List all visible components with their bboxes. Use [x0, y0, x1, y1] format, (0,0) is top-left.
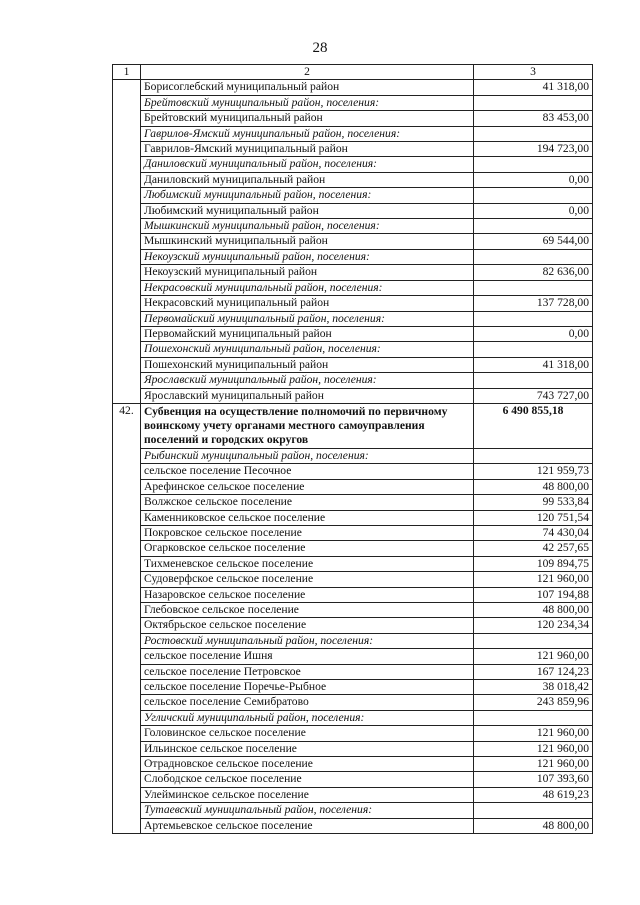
row-name: Даниловский муниципальный район — [141, 172, 474, 187]
row-value — [474, 249, 593, 264]
row-value: 41 318,00 — [474, 80, 593, 95]
row-value — [474, 448, 593, 463]
district-subheader-label: Тутаевский муниципальный район, поселения: — [141, 803, 474, 818]
table-row — [113, 695, 593, 710]
item-number: 42. — [113, 403, 141, 833]
district-subheader-label: Некрасовский муниципальный район, поселения: — [141, 280, 474, 295]
row-value: 109 894,75 — [474, 556, 593, 571]
row-name: Каменниковское сельское поселение — [141, 510, 474, 525]
row-value: 74 430,04 — [474, 525, 593, 540]
row-name: Первомайский муниципальный район — [141, 326, 474, 341]
table-row — [113, 757, 593, 772]
row-value: 83 453,00 — [474, 111, 593, 126]
row-value — [474, 280, 593, 295]
row-value: 243 859,96 — [474, 695, 593, 710]
district-subheader-label: Мышкинский муниципальный район, поселения: — [141, 219, 474, 234]
table-row — [113, 265, 593, 280]
table-row — [113, 388, 593, 403]
row-name: Некоузский муниципальный район — [141, 265, 474, 280]
table-row — [113, 525, 593, 540]
table-row — [113, 649, 593, 664]
district-subheader-row — [113, 342, 593, 357]
group-total: 6 490 855,18 — [474, 403, 593, 448]
table-row — [113, 618, 593, 633]
row-name: Ильинское сельское поселение — [141, 741, 474, 756]
row-name: Мышкинский муниципальный район — [141, 234, 474, 249]
district-subheader-label: Брейтовский муниципальный район, поселения: — [141, 95, 474, 110]
row-value — [474, 342, 593, 357]
row-value: 42 257,65 — [474, 541, 593, 556]
table-row — [113, 741, 593, 756]
row-name: Артемьевское сельское поселение — [141, 818, 474, 833]
row-name: Огарковское сельское поселение — [141, 541, 474, 556]
row-value: 121 959,73 — [474, 464, 593, 479]
row-value — [474, 126, 593, 141]
row-name: Улейминское сельское поселение — [141, 787, 474, 802]
row-value: 48 800,00 — [474, 479, 593, 494]
row-name: Любимский муниципальный район — [141, 203, 474, 218]
row-value: 41 318,00 — [474, 357, 593, 372]
district-subheader-label: Ярославский муниципальный район, поселения: — [141, 373, 474, 388]
row-name: сельское поселение Петровское — [141, 664, 474, 679]
row-number-cell — [113, 80, 141, 404]
table-row — [113, 495, 593, 510]
district-subheader-row — [113, 95, 593, 110]
row-name: сельское поселение Семибратово — [141, 695, 474, 710]
row-value: 48 800,00 — [474, 603, 593, 618]
row-value: 121 960,00 — [474, 741, 593, 756]
district-subheader-label: Любимский муниципальный район, поселения: — [141, 188, 474, 203]
row-value — [474, 803, 593, 818]
row-name: сельское поселение Песочное — [141, 464, 474, 479]
district-subheader-row — [113, 157, 593, 172]
row-value: 107 393,60 — [474, 772, 593, 787]
table-row — [113, 587, 593, 602]
district-subheader-label: Первомайский муниципальный район, поселения: — [141, 311, 474, 326]
row-value — [474, 157, 593, 172]
table-row — [113, 664, 593, 679]
row-value: 99 533,84 — [474, 495, 593, 510]
district-subheader-row — [113, 633, 593, 648]
district-subheader-row — [113, 126, 593, 141]
group-header-row — [113, 403, 593, 448]
subsidy-table — [112, 64, 593, 834]
district-subheader-label: Ростовский муниципальный район, поселения: — [141, 633, 474, 648]
row-value: 121 960,00 — [474, 757, 593, 772]
row-name: Отрадновское сельское поселение — [141, 757, 474, 772]
table-row — [113, 680, 593, 695]
table-row — [113, 787, 593, 802]
row-value: 120 751,54 — [474, 510, 593, 525]
row-value: 121 960,00 — [474, 572, 593, 587]
page-number: 28 — [312, 40, 328, 56]
table-row — [113, 172, 593, 187]
row-value: 167 124,23 — [474, 664, 593, 679]
district-subheader-row — [113, 448, 593, 463]
table-row — [113, 326, 593, 341]
group-title: Субвенция на осуществление полномочий по первичному воинскому учету органами местного самоуправления поселений и городских округов — [141, 403, 474, 448]
district-subheader-row — [113, 803, 593, 818]
row-name: Назаровское сельское поселение — [141, 587, 474, 602]
table-row — [113, 357, 593, 372]
row-value — [474, 710, 593, 725]
district-subheader-label: Гаврилов-Ямский муниципальный район, поселения: — [141, 126, 474, 141]
row-value: 743 727,00 — [474, 388, 593, 403]
table-row — [113, 603, 593, 618]
table-header-row — [113, 65, 593, 80]
row-name: Брейтовский муниципальный район — [141, 111, 474, 126]
row-name: Покровское сельское поселение — [141, 525, 474, 540]
row-value — [474, 95, 593, 110]
row-value — [474, 219, 593, 234]
district-subheader-label: Некоузский муниципальный район, поселения: — [141, 249, 474, 264]
table-row — [113, 479, 593, 494]
table-row — [113, 234, 593, 249]
row-name: Тихменевское сельское поселение — [141, 556, 474, 571]
row-value — [474, 188, 593, 203]
row-name: Головинское сельское поселение — [141, 726, 474, 741]
table-row — [113, 556, 593, 571]
row-name: сельское поселение Ишня — [141, 649, 474, 664]
row-name: Пошехонский муниципальный район — [141, 357, 474, 372]
district-subheader-row — [113, 249, 593, 264]
row-value: 69 544,00 — [474, 234, 593, 249]
row-value: 121 960,00 — [474, 726, 593, 741]
row-name: Гаврилов-Ямский муниципальный район — [141, 142, 474, 157]
table-row — [113, 203, 593, 218]
row-value: 0,00 — [474, 203, 593, 218]
district-subheader-row — [113, 188, 593, 203]
district-subheader-row — [113, 311, 593, 326]
row-name: Арефинское сельское поселение — [141, 479, 474, 494]
district-subheader-row — [113, 219, 593, 234]
row-value: 48 619,23 — [474, 787, 593, 802]
table-row — [113, 818, 593, 833]
row-name: Некрасовский муниципальный район — [141, 296, 474, 311]
district-subheader-row — [113, 710, 593, 725]
table-row — [113, 80, 593, 95]
district-subheader-label: Пошехонский муниципальный район, поселения: — [141, 342, 474, 357]
row-name: Глебовское сельское поселение — [141, 603, 474, 618]
district-subheader-row — [113, 280, 593, 295]
row-value: 82 636,00 — [474, 265, 593, 280]
district-subheader-label: Угличский муниципальный район, поселения: — [141, 710, 474, 725]
row-value: 38 018,42 — [474, 680, 593, 695]
table-row — [113, 726, 593, 741]
row-value: 0,00 — [474, 172, 593, 187]
row-value: 48 800,00 — [474, 818, 593, 833]
row-value: 194 723,00 — [474, 142, 593, 157]
table-row — [113, 510, 593, 525]
header-col-2: 2 — [141, 65, 474, 80]
table-row — [113, 541, 593, 556]
row-name: Судоверфское сельское поселение — [141, 572, 474, 587]
district-subheader-label: Даниловский муниципальный район, поселения: — [141, 157, 474, 172]
row-value: 0,00 — [474, 326, 593, 341]
table-row — [113, 572, 593, 587]
table-row — [113, 772, 593, 787]
table-row — [113, 464, 593, 479]
header-col-3: 3 — [474, 65, 593, 80]
row-value — [474, 311, 593, 326]
row-name: Слободское сельское поселение — [141, 772, 474, 787]
header-col-1: 1 — [113, 65, 141, 80]
row-name: Октябрьское сельское поселение — [141, 618, 474, 633]
row-value: 137 728,00 — [474, 296, 593, 311]
row-value — [474, 633, 593, 648]
row-value: 121 960,00 — [474, 649, 593, 664]
row-name: Борисоглебский муниципальный район — [141, 80, 474, 95]
district-subheader-row — [113, 373, 593, 388]
row-value — [474, 373, 593, 388]
row-value: 107 194,88 — [474, 587, 593, 602]
row-name: Волжское сельское поселение — [141, 495, 474, 510]
row-name: сельское поселение Поречье-Рыбное — [141, 680, 474, 695]
table-row — [113, 111, 593, 126]
district-subheader-label: Рыбинский муниципальный район, поселения: — [141, 448, 474, 463]
table-row — [113, 142, 593, 157]
row-value: 120 234,34 — [474, 618, 593, 633]
table-row — [113, 296, 593, 311]
row-name: Ярославский муниципальный район — [141, 388, 474, 403]
